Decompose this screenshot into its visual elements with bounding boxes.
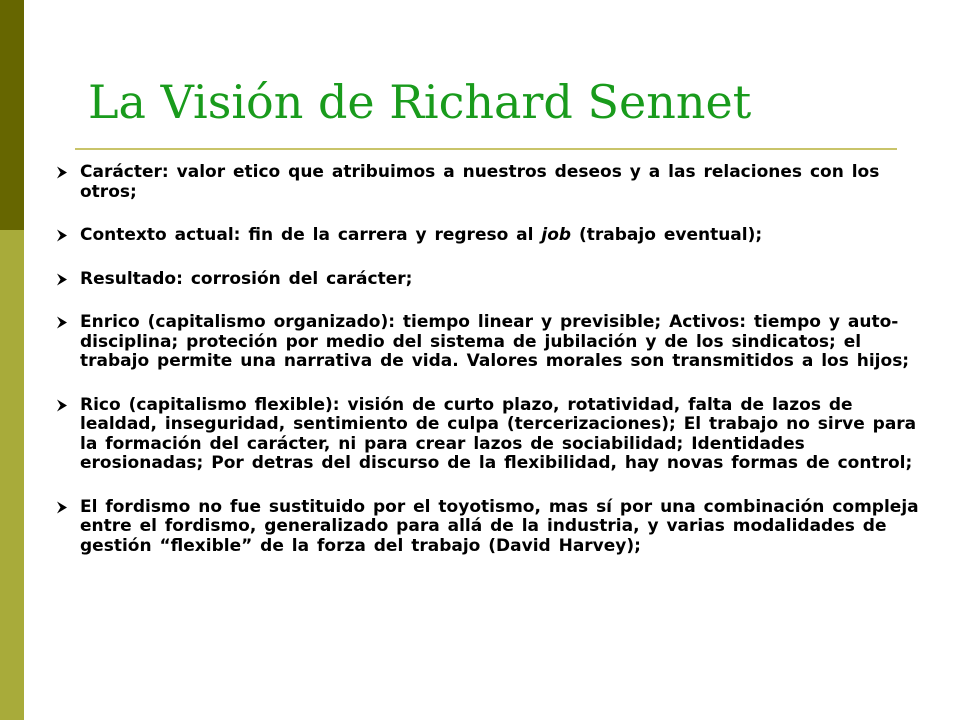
bullet-text	[80, 226, 936, 246]
bullet-text: Resultado: corrosión del carácter;	[80, 268, 413, 289]
arrow-bullet-icon	[56, 229, 68, 242]
arrow-bullet-icon	[56, 316, 68, 329]
arrow-bullet-icon	[56, 501, 68, 514]
bullet-text: El fordismo no fue sustituido por el toyotismo, mas sí por una combinación compleja entre el fordismo, generalizado para allá de la industria, y varias modalidades de gestión “flexible” de la forza del trabajo (David Harvey);	[80, 496, 919, 556]
bullet-text: Carácter: valor etico que atribuimos a nuestros deseos y a las relaciones con los otros;	[80, 162, 880, 202]
bullet-item-enrico	[56, 313, 936, 372]
arrow-bullet-icon	[56, 399, 68, 412]
bullet-text: Rico (capitalismo flexible): visión de curto plazo, rotatividad, falta de lazos de lealdad, inseguridad, sentimiento de culpa (tercerizaciones); El trabajo no sirve para la formación del carácter, ni para crear lazos de sociabilidad; Identidades erosionadas; Por detras del discurso de la flexibilidad, hay novas formas de control;	[80, 394, 917, 473]
bullet-item-resultado	[56, 270, 936, 290]
sidebar-light-bar	[0, 230, 24, 720]
bullet-item-contexto	[56, 226, 936, 246]
title-divider	[75, 148, 897, 150]
bullet-item-fordismo	[56, 498, 936, 557]
arrow-bullet-icon	[56, 273, 68, 286]
bullet-text-post: (trabajo eventual);	[571, 225, 763, 245]
bullet-text-emphasis: job	[541, 225, 572, 245]
bullet-text: Enrico (capitalismo organizado): tiempo linear y previsible; Activos: tiempo y auto-disciplina; proteción por medio del sistema de jubilación y de los sindicatos; el trabajo permite una narrativa de vida. Valores morales son transmitidos a los hijos;	[80, 312, 910, 371]
sidebar-dark-bar	[0, 0, 24, 230]
bullet-text-pre: Contexto actual: fin de la carrera y regreso al	[80, 225, 542, 245]
bullet-list	[56, 163, 936, 580]
bullet-item-rico	[56, 396, 936, 474]
bullet-item-caracter	[56, 163, 936, 202]
arrow-bullet-icon	[56, 166, 68, 179]
slide-title: La Visión de Richard Sennet	[88, 75, 752, 129]
